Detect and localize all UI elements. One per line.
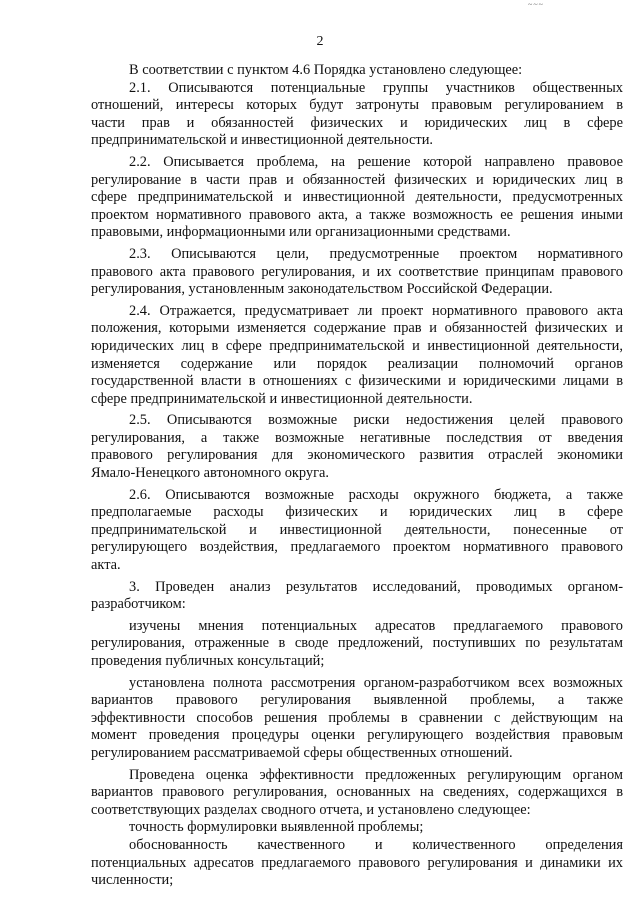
paragraph-2-6 [91, 487, 623, 575]
paragraph-ustanovlena [91, 675, 623, 763]
text-line: проведения публичных консультаций; [91, 653, 325, 669]
text-line: положения, которыми изменяется содержание прав и обязанностей физических и [91, 320, 623, 337]
text-line: 2.4. Отражается, предусматривает ли проект нормативного правового акта [129, 302, 623, 319]
text-line: численности; [91, 872, 174, 889]
text-line: предпринимательской и инвестиционной деятельности. [91, 132, 434, 149]
paragraph-2-3 [91, 246, 623, 299]
text-line: регулирование в части прав и обязанностей физических и юридических лиц в [91, 171, 623, 188]
text-line: 2.3. Описываются цели, предусмотренные проектом нормативного [129, 245, 623, 262]
text-line: 2.1. Описываются потенциальные группы участников общественных [129, 79, 623, 96]
text-line: отношений, интересы которых будут затронуты правовым регулированием в [91, 97, 623, 114]
text-line: регулирования, отраженные в своде предложений, поступивших по результатам [91, 635, 623, 652]
text-line: регулирующего воздействия, предлагаемого проектом нормативного правового [91, 539, 623, 556]
text-line: правового регулирования для экономического развития отраслей экономики [91, 447, 623, 464]
text-line: регулирования, а также возможные негативные последствия от введения [91, 429, 623, 446]
text-line: сфере предпринимательской и инвестиционной деятельности, предусмотренных [91, 189, 623, 206]
text-line: регулированием рассматриваемой сферы общественных отношений. [91, 744, 513, 761]
text-line: предпринимательской и инвестиционной деятельности, понесенные от [91, 521, 623, 538]
text-line: 3. Проведен анализ результатов исследований, проводимых органом- [129, 578, 623, 595]
text-line: точность формулировки выявленной проблемы; [129, 819, 424, 836]
paragraph-intro [91, 62, 623, 80]
text-line: установлена полнота рассмотрения органом-разработчиком всех возможных [129, 674, 623, 691]
paragraph-obosnovannost [91, 837, 623, 890]
text-line: изменяется содержание или порядок реализации полномочий органов [91, 355, 623, 372]
text-line: правового акта правового регулирования, и их соответствие принципам правового [91, 263, 623, 280]
paragraph-2-5 [91, 412, 623, 482]
paragraph-3 [91, 579, 623, 614]
paragraph-2-4 [91, 303, 623, 409]
text-line: 2.5. Описываются возможные риски недостижения целей правового [129, 412, 623, 429]
text-line: проектом нормативного правового акта, а также возможность ее решения иными [91, 206, 623, 223]
text-line: потенциальных адресатов предлагаемого правового регулирования и динамики их [91, 854, 623, 871]
text-line: предполагаемые расходы физических и юридических лиц в сфере [91, 504, 623, 521]
document-body [91, 62, 623, 890]
text-line: В соответствии с пунктом 4.6 Порядка установлено следующее: [129, 62, 523, 78]
text-line: части прав и обязанностей физических и юридических лиц в сфере [91, 114, 623, 131]
text-line: разработчиком: [91, 596, 186, 613]
text-line: регулирования, установленным законодательством Российской Федерации. [91, 281, 553, 298]
text-line: изучены мнения потенциальных адресатов предлагаемого правового [129, 617, 623, 634]
text-line: государственной власти в отношениях с физическими и юридическими лицами в [91, 373, 623, 390]
text-line: 2.2. Описывается проблема, на решение которой направлено правовое [129, 153, 623, 170]
text-line: Проведена оценка эффективности предложенных регулирующим органом [129, 766, 623, 783]
text-line: соответствующих разделах сводного отчета, и установлено следующее: [91, 801, 531, 818]
text-line: акта. [91, 557, 121, 574]
paragraph-2-1 [91, 80, 623, 150]
text-line: 2.6. Описываются возможные расходы окружного бюджета, а также [129, 486, 623, 503]
page-number: 2 [316, 34, 324, 49]
paragraph-tochnost [91, 819, 623, 837]
paragraph-izucheny [91, 618, 623, 671]
text-line: эффективности способов решения проблемы в сравнении с действующим на [91, 709, 623, 726]
text-line: правовыми, информационными или организационными средствами. [91, 224, 511, 241]
text-line: Ямало-Ненецкого автономного округа. [91, 465, 330, 482]
text-line: вариантов правового регулирования, основанных на сведениях, содержащихся в [91, 784, 623, 801]
text-line: вариантов правового регулирования выявленной проблемы, а также [91, 692, 623, 709]
text-line: юридических лиц в сфере предпринимательской и инвестиционной деятельности, [91, 337, 623, 354]
paragraph-provedena [91, 767, 623, 820]
text-line: сфере предпринимательской и инвестиционной деятельности. [91, 390, 473, 407]
text-line: обоснованность качественного и количественного определения [129, 836, 623, 853]
paragraph-2-2 [91, 154, 623, 242]
text-line: момент проведения процедуры оценки регулирующего воздействия правовым [91, 727, 623, 744]
corner-scan-mark: ~~~ [528, 0, 544, 9]
